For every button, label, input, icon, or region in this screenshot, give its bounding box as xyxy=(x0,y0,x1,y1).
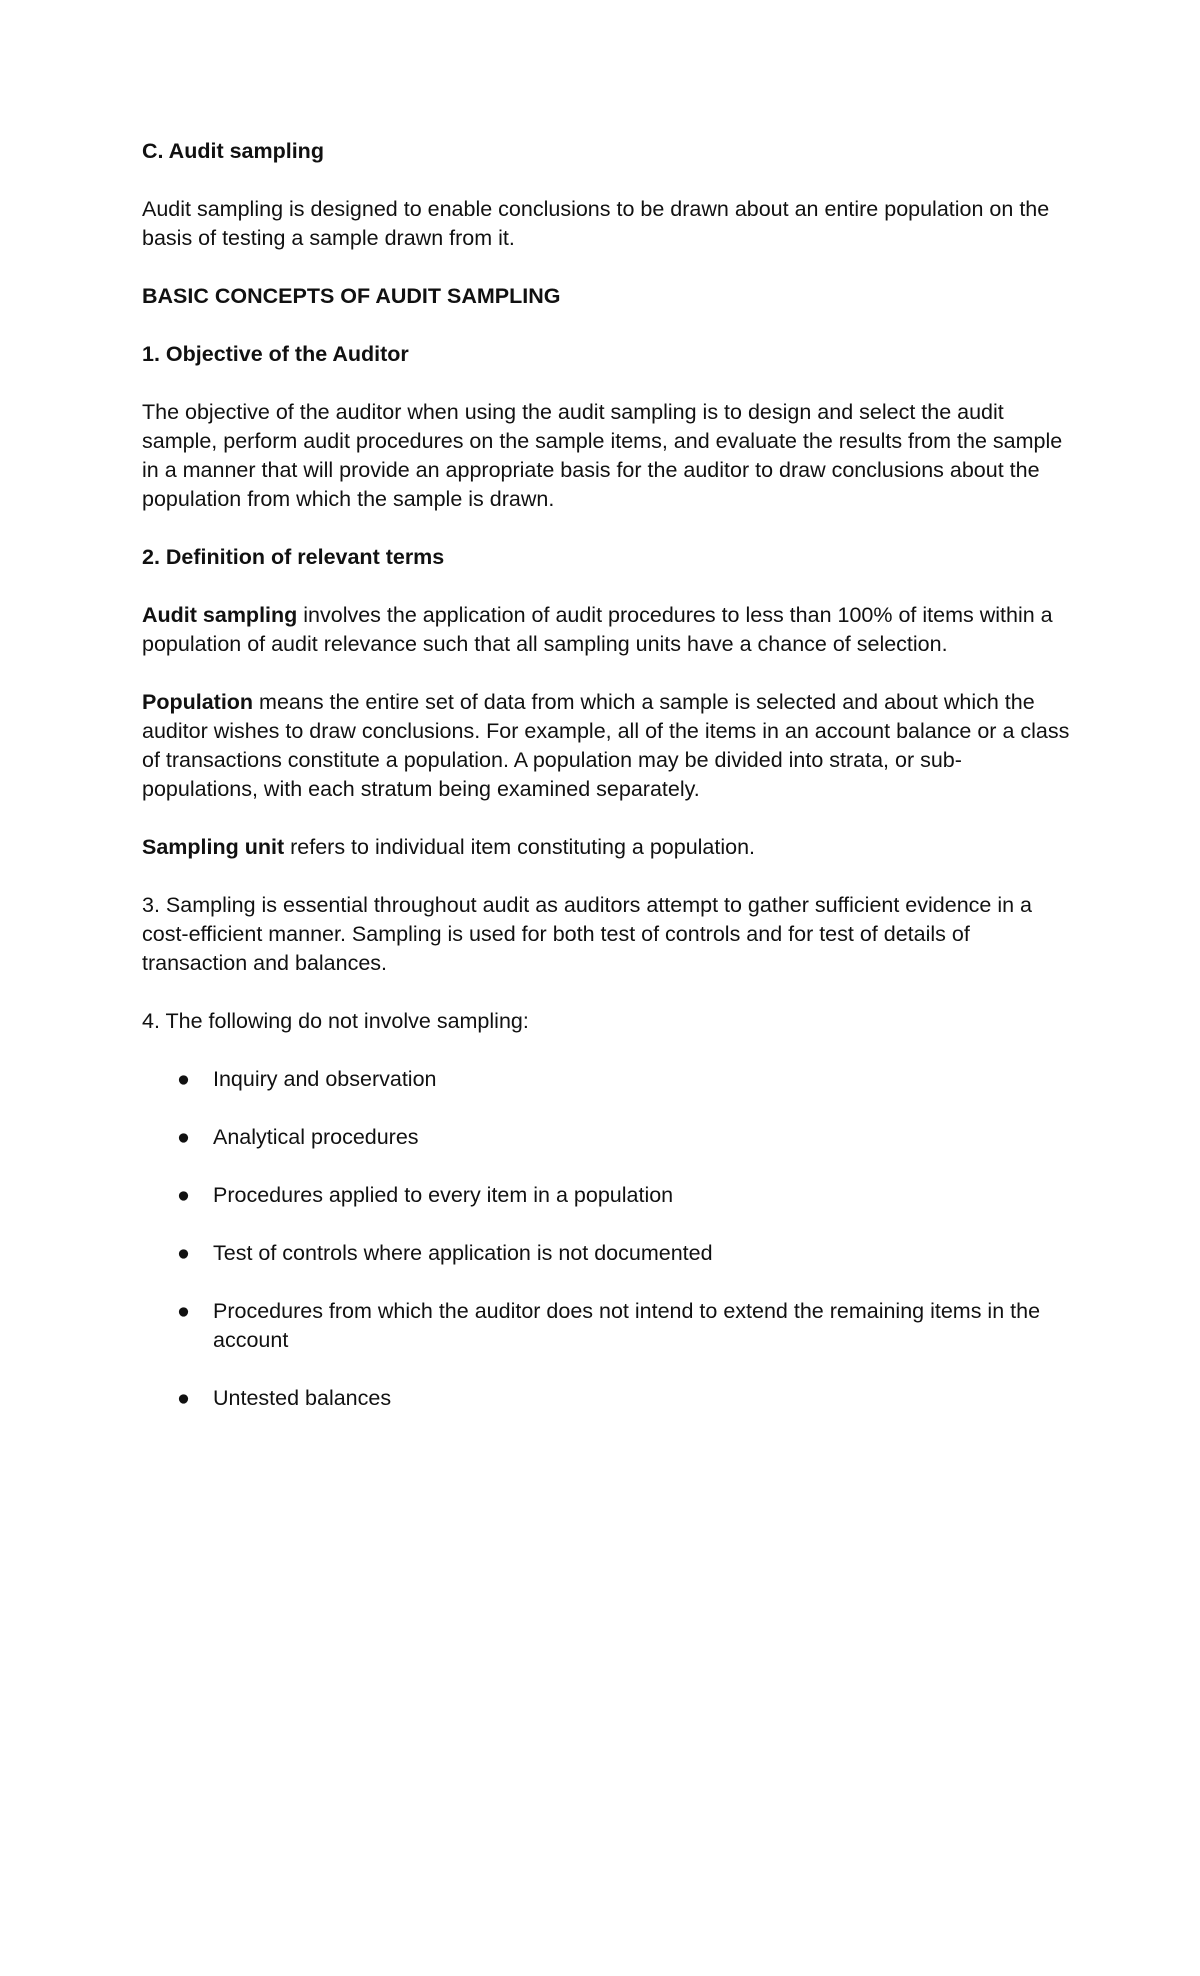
point-3-paragraph: 3. Sampling is essential throughout audit as auditors attempt to gather sufficient evidence in a cost-efficient manner. Sampling is used for both test of controls and for test of details of transaction and balances. xyxy=(142,893,1033,975)
list-item-text: Untested balances xyxy=(213,1386,392,1410)
list-item xyxy=(142,1065,1072,1094)
bullet-icon: ● xyxy=(177,1125,190,1149)
list-item xyxy=(142,1297,1072,1355)
definitions-heading: 2. Definition of relevant terms xyxy=(142,545,445,569)
list-item xyxy=(142,1123,1072,1152)
objective-paragraph: The objective of the auditor when using the audit sampling is to design and select the audit sample, perform audit procedures on the sample items, and evaluate the results from the sample in a manner that will provide an appropriate basis for the auditor to draw conclusions about the population from which the sample is drawn. xyxy=(142,400,1063,511)
definition-term: Audit sampling xyxy=(142,603,298,627)
definition-population xyxy=(142,688,1072,804)
basic-concepts-heading: BASIC CONCEPTS OF AUDIT SAMPLING xyxy=(142,284,561,308)
list-item-text: Inquiry and observation xyxy=(213,1067,437,1091)
intro-paragraph: Audit sampling is designed to enable conclusions to be drawn about an entire population on the basis of testing a sample drawn from it. xyxy=(142,197,1050,250)
list-item-text: Test of controls where application is not documented xyxy=(213,1241,713,1265)
list-item-text: Procedures from which the auditor does not intend to extend the remaining items in the account xyxy=(213,1299,1041,1352)
bullet-icon: ● xyxy=(177,1067,190,1091)
bullet-icon: ● xyxy=(177,1386,190,1410)
list-item xyxy=(142,1181,1072,1210)
bullet-icon: ● xyxy=(177,1299,190,1323)
list-item xyxy=(142,1384,1072,1413)
definition-term: Sampling unit xyxy=(142,835,285,859)
objective-heading: 1. Objective of the Auditor xyxy=(142,342,409,366)
definition-sampling-unit xyxy=(142,833,1072,862)
definition-text: involves the application of audit procedures to less than 100% of items within a population of audit relevance such that all sampling units have a chance of selection. xyxy=(142,603,1053,656)
definition-audit-sampling xyxy=(142,601,1072,659)
no-sampling-list xyxy=(142,1065,1072,1413)
document-page xyxy=(142,137,1072,1442)
definition-term: Population xyxy=(142,690,254,714)
definition-text: refers to individual item constituting a population. xyxy=(284,835,756,859)
definition-text: means the entire set of data from which a sample is selected and about which the auditor wishes to draw conclusions. For example, all of the items in an account balance or a class of transactions constitute a population. A population may be divided into strata, or sub-populations, with each stratum being examined separately. xyxy=(142,690,1070,801)
bullet-icon: ● xyxy=(177,1183,190,1207)
list-item xyxy=(142,1239,1072,1268)
section-title: C. Audit sampling xyxy=(142,139,324,163)
bullet-icon: ● xyxy=(177,1241,190,1265)
list-item-text: Analytical procedures xyxy=(213,1125,419,1149)
point-4-heading: 4. The following do not involve sampling: xyxy=(142,1009,529,1033)
list-item-text: Procedures applied to every item in a population xyxy=(213,1183,674,1207)
